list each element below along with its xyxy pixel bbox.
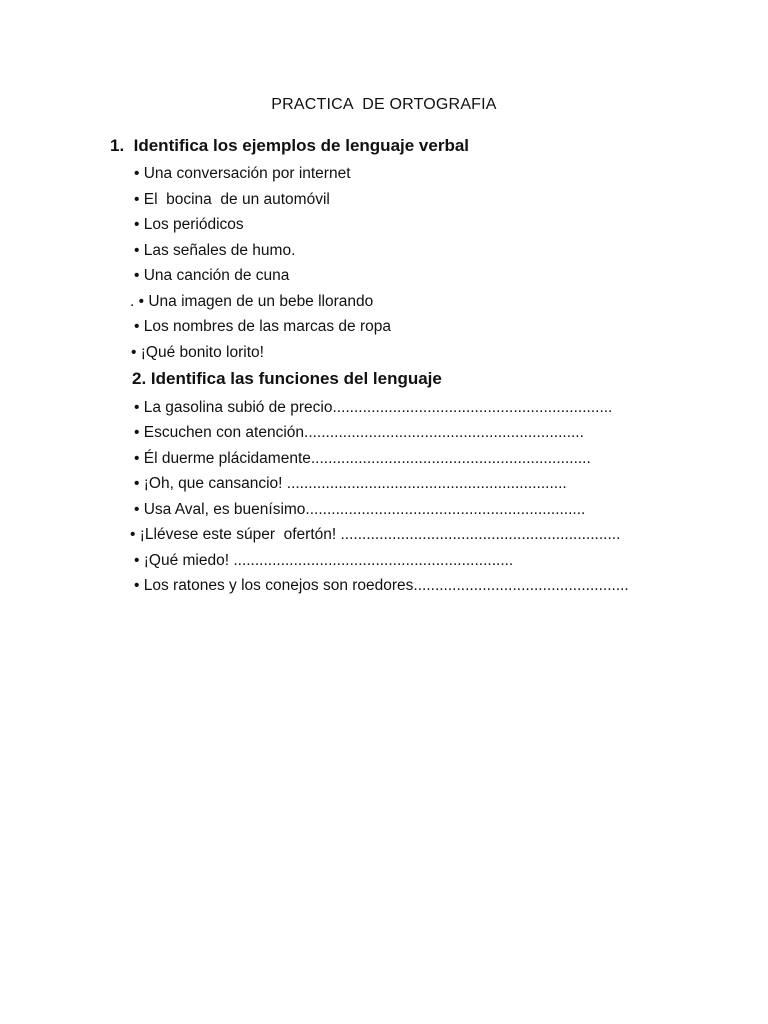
section-2-item: • Él duerme plácidamente................................................................. bbox=[134, 450, 591, 467]
section-2-item: • ¡Llévese este súper ofertón! ................................................................. bbox=[130, 526, 621, 543]
section-2-heading: 2. Identifica las funciones del lenguaje bbox=[132, 369, 442, 388]
section-1-item: . • Una imagen de un bebe llorando bbox=[130, 293, 374, 310]
section-1-item: • Una canción de cuna bbox=[134, 267, 290, 284]
section-1-item: • Los periódicos bbox=[134, 216, 244, 233]
section-2-item: • ¡Qué miedo! ................................................................. bbox=[134, 552, 514, 569]
section-1-item: • Una conversación por internet bbox=[134, 165, 351, 182]
page-title: PRACTICA DE ORTOGRAFIA bbox=[271, 96, 497, 113]
section-2-item: • ¡Oh, que cansancio! ................................................................. bbox=[134, 475, 567, 492]
section-1-item: • Los nombres de las marcas de ropa bbox=[134, 318, 391, 335]
section-1-heading: 1. Identifica los ejemplos de lenguaje verbal bbox=[110, 136, 470, 155]
section-1-item: • El bocina de un automóvil bbox=[134, 191, 330, 208]
section-2-item: • Escuchen con atención................................................................. bbox=[134, 424, 584, 441]
section-2-item: • La gasolina subió de precio................................................................. bbox=[134, 399, 613, 416]
section-1-item: • Las señales de humo. bbox=[134, 242, 296, 259]
section-2-item: • Los ratones y los conejos son roedores.................................................. bbox=[134, 577, 629, 594]
section-1-item: • ¡Qué bonito lorito! bbox=[131, 344, 264, 361]
section-2-item: • Usa Aval, es buenísimo................................................................. bbox=[134, 501, 586, 518]
